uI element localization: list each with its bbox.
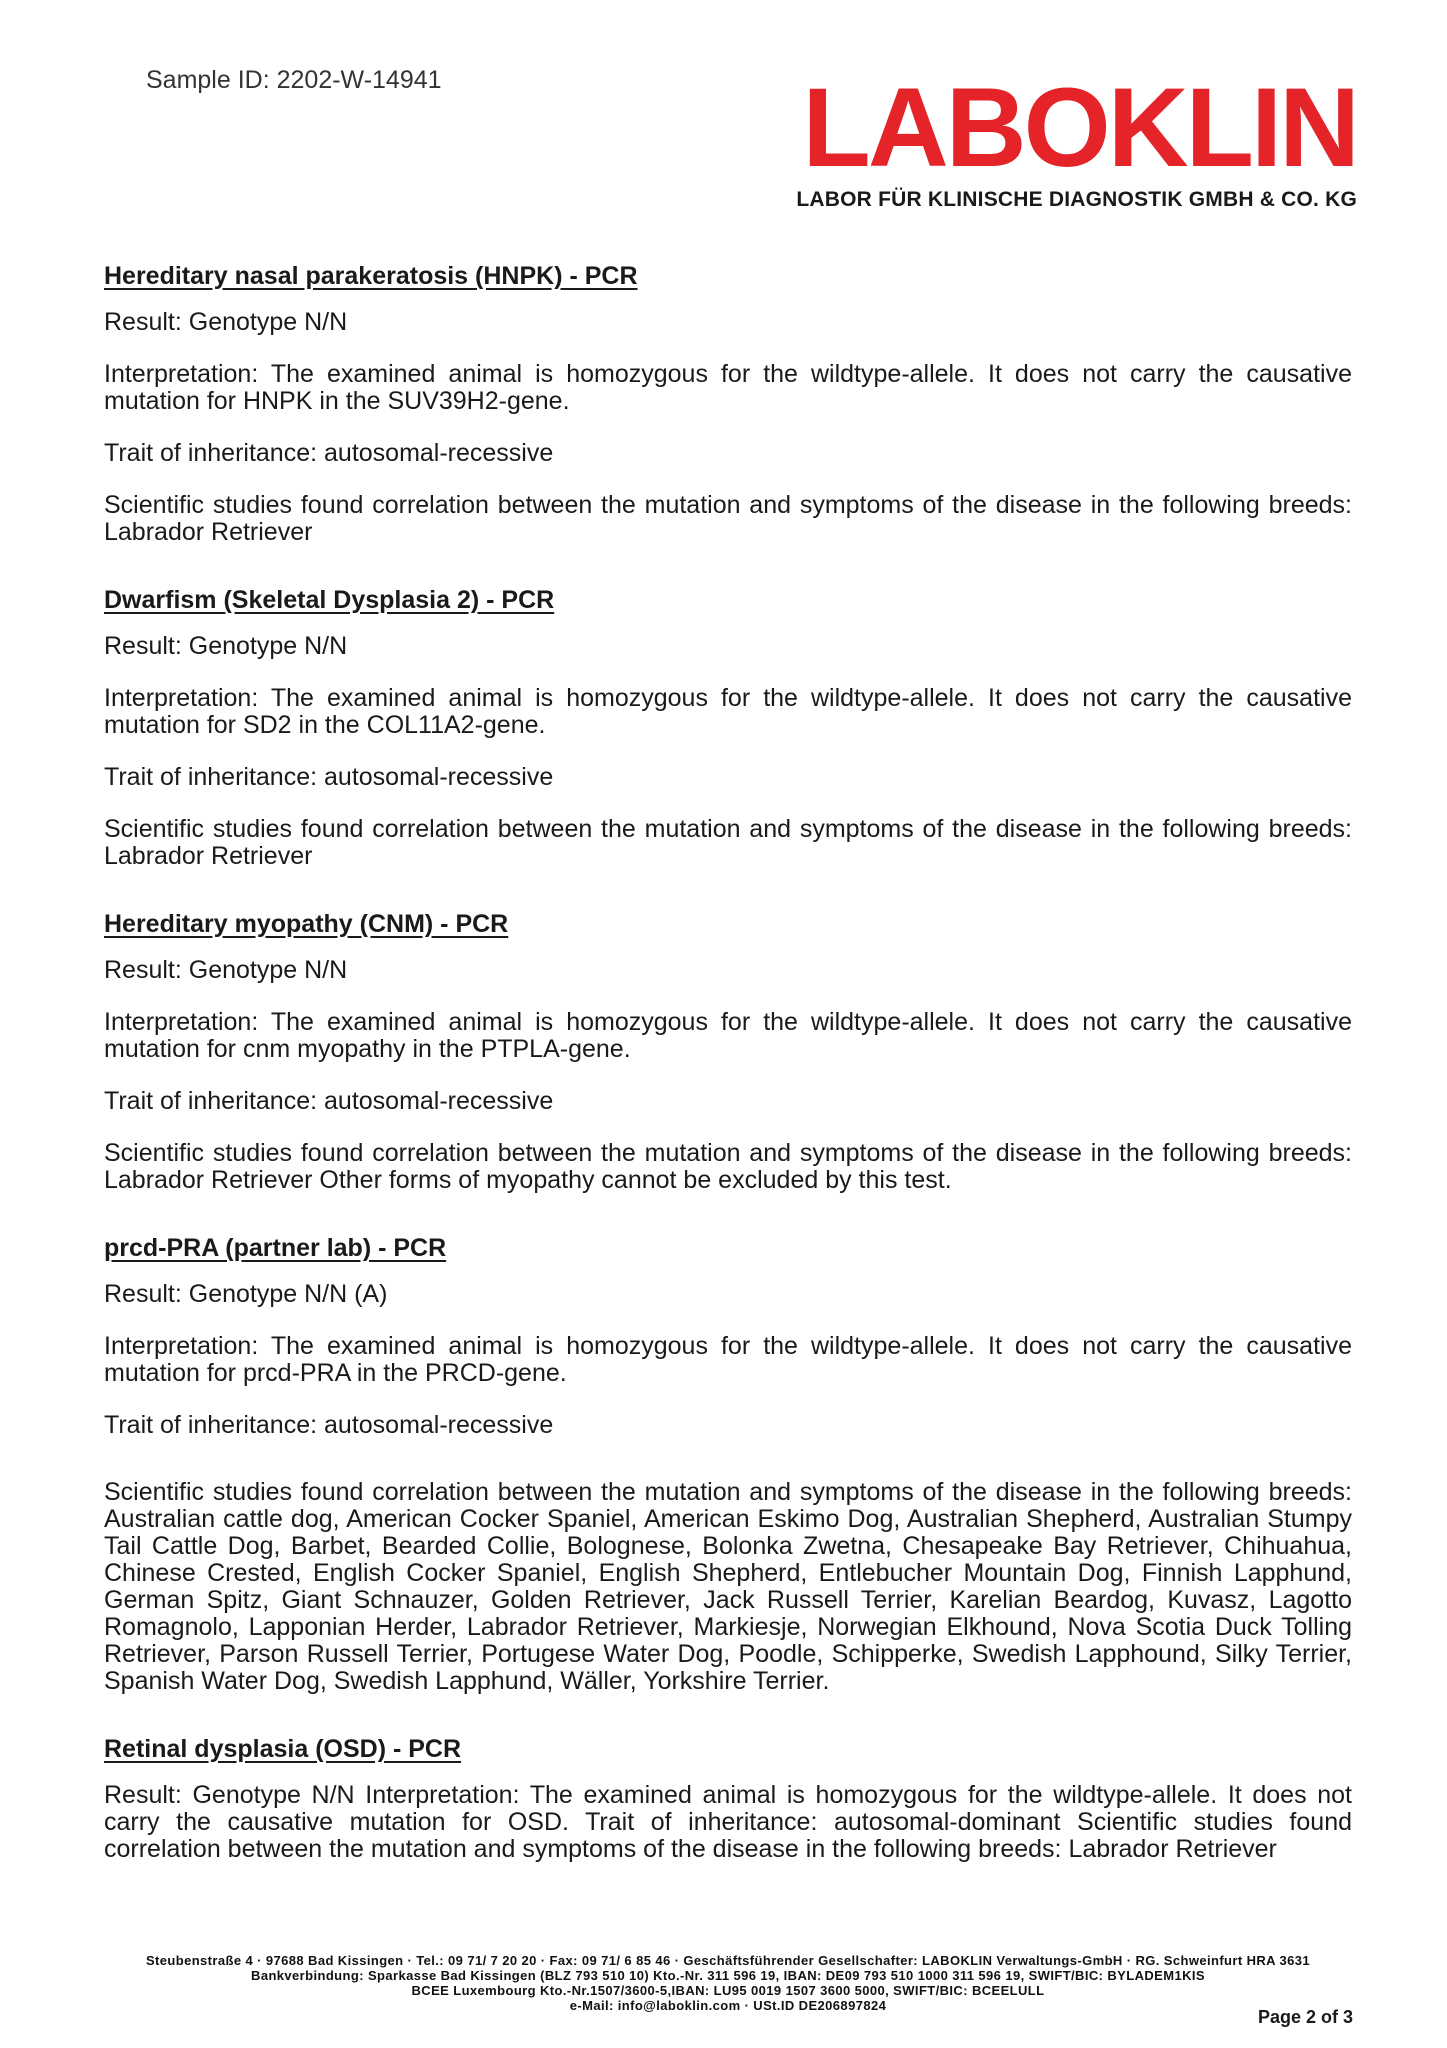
page-footer bbox=[104, 1953, 1352, 2013]
section-title: Dwarfism (Skeletal Dysplasia 2) - PCR bbox=[104, 586, 555, 614]
section-combined-text: Result: Genotype N/N Interpretation: The examined animal is homozygous for the wildtype-allele. It does not carry the causative mutation for OSD. Trait of inheritance: autosomal-dominant Scientific studies found correlation between the mutation and symptoms of the disease in the following breeds: Labrador Retriever bbox=[104, 1781, 1352, 1863]
section-interpretation: Interpretation: The examined animal is homozygous for the wildtype-allele. It does not carry the causative mutation for SD2 in the COL11A2-gene. bbox=[104, 684, 1352, 739]
logo-subtitle: LABOR FÜR KLINISCHE DIAGNOSTIK GMBH & CO. KG bbox=[796, 188, 1357, 211]
section-trait: Trait of inheritance: autosomal-recessive bbox=[104, 439, 554, 467]
footer-bank: Bankverbindung: Sparkasse Bad Kissingen (BLZ 793 510 10) Kto.-Nr. 311 596 19, IBAN: DE09 793 510 1000 311 596 19, SWIFT/BIC: BYLADEM1KIS bbox=[251, 1968, 1205, 1983]
section-studies: Scientific studies found correlation between the mutation and symptoms of the disease in the following breeds: Labrador Retriever bbox=[104, 815, 1352, 870]
footer-contact: e-Mail: info@laboklin.com · USt.ID DE206897824 bbox=[569, 1998, 887, 2013]
section-title: Hereditary myopathy (CNM) - PCR bbox=[104, 910, 509, 938]
laboklin-logo bbox=[725, 65, 1357, 218]
section-studies: Scientific studies found correlation between the mutation and symptoms of the disease in the following breeds: Labrador Retriever bbox=[104, 491, 1352, 546]
section-osd bbox=[104, 1735, 1352, 1863]
section-interpretation: Interpretation: The examined animal is homozygous for the wildtype-allele. It does not carry the causative mutation for cnm myopathy in the PTPLA-gene. bbox=[104, 1008, 1352, 1063]
footer-bank-lux: BCEE Luxembourg Kto.-Nr.1507/3600-5,IBAN: LU95 0019 1507 3600 5000, SWIFT/BIC: BCEELULL bbox=[411, 1983, 1045, 1998]
section-cnm bbox=[104, 910, 1352, 1194]
section-result: Result: Genotype N/N bbox=[104, 632, 348, 660]
section-result: Result: Genotype N/N bbox=[104, 308, 348, 336]
section-title: prcd-PRA (partner lab) - PCR bbox=[104, 1234, 447, 1262]
section-hnpk bbox=[104, 262, 1352, 546]
section-interpretation: Interpretation: The examined animal is homozygous for the wildtype-allele. It does not carry the causative mutation for prcd-PRA in the PRCD-gene. bbox=[104, 1332, 1352, 1387]
sample-id: Sample ID: 2202-W-14941 bbox=[146, 66, 442, 94]
footer-address: Steubenstraße 4 · 97688 Bad Kissingen · Tel.: 09 71/ 7 20 20 · Fax: 09 71/ 6 85 46 · Geschäftsführender Gesellschafter: LABOKLIN Verwaltungs-GmbH · RG. Schweinfurt HRA 3631 bbox=[145, 1953, 1311, 1968]
report-body bbox=[104, 262, 1352, 1903]
section-dwarfism bbox=[104, 586, 1352, 870]
section-trait: Trait of inheritance: autosomal-recessive bbox=[104, 1411, 554, 1439]
section-prcd-pra bbox=[104, 1234, 1352, 1695]
section-title: Retinal dysplasia (OSD) - PCR bbox=[104, 1735, 462, 1763]
section-result: Result: Genotype N/N bbox=[104, 956, 348, 984]
logo-wordmark: LABOKLIN bbox=[802, 65, 1357, 190]
section-trait: Trait of inheritance: autosomal-recessive bbox=[104, 1087, 554, 1115]
section-studies: Scientific studies found correlation between the mutation and symptoms of the disease in the following breeds: Labrador Retriever Other forms of myopathy cannot be excluded by this test. bbox=[104, 1139, 1352, 1194]
section-title: Hereditary nasal parakeratosis (HNPK) - PCR bbox=[104, 262, 638, 290]
section-studies: Scientific studies found correlation between the mutation and symptoms of the disease in the following breeds: Australian cattle dog, American Cocker Spaniel, American Eskimo Dog, Australian Shepherd, Australian Stumpy Tail Cattle Dog, Barbet, Bearded Collie, Bolognese, Bolonka Zwetna, Chesapeake Bay Retriever, Chihuahua, Chinese Crested, English Cocker Spaniel, English Shepherd, Entlebucher Mountain Dog, Finnish Lapphund, German Spitz, Giant Schnauzer, Golden Retriever, Jack Russell Terrier, Karelian Beardog, Kuvasz, Lagotto Romagnolo, Lapponian Herder, Labrador Retriever, Markiesje, Norwegian Elkhound, Nova Scotia Duck Tolling Retriever, Parson Russell Terrier, Portugese Water Dog, Poodle, Schipperke, Swedish Lapphound, Silky Terrier, Spanish Water Dog, Swedish Lapphund, Wäller, Yorkshire Terrier. bbox=[104, 1478, 1352, 1695]
section-interpretation: Interpretation: The examined animal is homozygous for the wildtype-allele. It does not carry the causative mutation for HNPK in the SUV39H2-gene. bbox=[104, 360, 1352, 415]
section-result: Result: Genotype N/N (A) bbox=[104, 1280, 388, 1308]
section-trait: Trait of inheritance: autosomal-recessive bbox=[104, 763, 554, 791]
page-number: Page 2 of 3 bbox=[1257, 2007, 1353, 2027]
